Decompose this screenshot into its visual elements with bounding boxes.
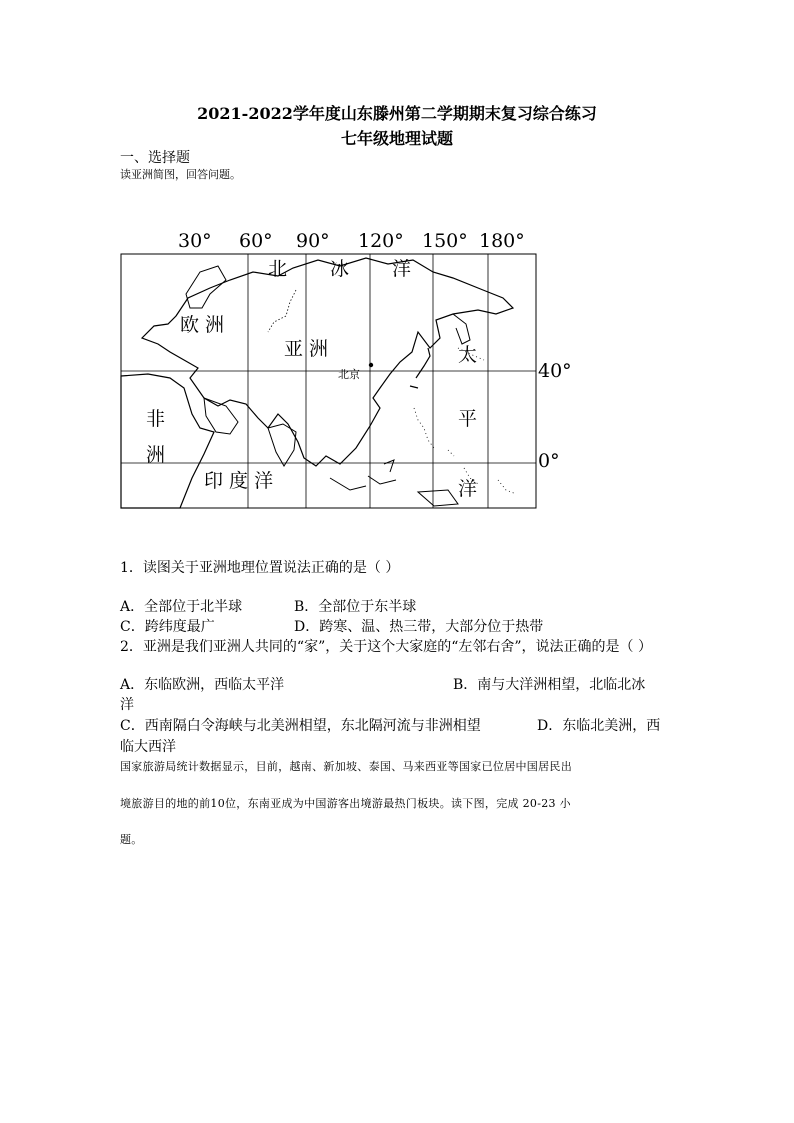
southeast-asia-islands [330, 460, 458, 506]
passage-line-1: 国家旅游局统计数据显示，目前，越南、新加坡、泰国、马来西亚等国家已位居中国居民出 [120, 760, 572, 773]
europe-label: 欧 洲 [180, 314, 225, 336]
africa-label-zhou: 洲 [146, 444, 166, 466]
asia-label: 亚 洲 [284, 338, 329, 360]
japan-islands [410, 348, 430, 388]
arabian-peninsula [204, 398, 238, 434]
scandinavia [186, 266, 226, 308]
passage-line-2: 境旅游目的地的前10位，东南亚成为中国游客出境游最热门板块。读下图，完成 20-23 小 [120, 797, 571, 810]
beijing-label: 北京 [338, 368, 360, 381]
question-2-option-b[interactable]: B．南与大洋洲相望，北临北冰 [453, 677, 646, 693]
question-1-stem: 1．读图关于亚洲地理位置说法正确的是（ ） [120, 560, 400, 576]
question-1-option-b[interactable]: B．全部位于东半球 [294, 599, 417, 615]
document-title-line-2: 七年级地理试题 [340, 129, 453, 148]
question-2-stem: 2．亚洲是我们亚洲人共同的“家”，关于这个大家庭的“左邻右舍”，说法正确的是（ ） [120, 639, 652, 655]
question-2-option-d[interactable]: D．东临北美洲，西 [537, 718, 661, 734]
map-frame [121, 254, 536, 508]
map-instruction: 读亚洲简图，回答问题。 [120, 168, 241, 181]
question-1-option-a[interactable]: A．全部位于北半球 [120, 599, 243, 615]
africa-landmass [121, 374, 214, 508]
question-1-option-c[interactable]: C．跨纬度最广 [120, 619, 215, 635]
question-2-option-b-continued: 洋 [120, 697, 134, 713]
beijing-marker [369, 363, 373, 367]
asia-map [118, 228, 588, 513]
section-heading: 一、选择题 [120, 150, 190, 166]
lon-label-90: 90° [296, 230, 330, 252]
lat-label-40: 40° [538, 360, 572, 382]
arctic-label-bing: 冰 [330, 258, 350, 280]
pacific-label-tai: 太 [458, 344, 478, 366]
lat-label-0: 0° [538, 450, 560, 472]
document-title-line-1: 2021-2022学年度山东滕州第二学期期末复习综合练习 [197, 104, 597, 123]
africa-label-fei: 非 [146, 408, 166, 430]
passage-line-3: 题。 [120, 833, 143, 846]
lon-label-60: 60° [239, 230, 273, 252]
indian-ocean-label: 印 度 洋 [204, 470, 274, 492]
pacific-label-ping: 平 [458, 408, 478, 430]
dotted-boundary [268, 290, 296, 332]
arctic-label-bei: 北 [268, 258, 288, 280]
question-2-option-a[interactable]: A．东临欧洲，西临太平洋 [120, 677, 285, 693]
lon-label-150: 150° [422, 230, 468, 252]
question-1-option-d[interactable]: D．跨寒、温、热三带，大部分位于热带 [294, 619, 544, 635]
pacific-label-yang: 洋 [458, 478, 478, 500]
question-2-option-d-continued: 临大西洋 [120, 739, 176, 755]
lon-label-120: 120° [358, 230, 404, 252]
lon-label-180: 180° [479, 230, 525, 252]
arctic-label-yang: 洋 [392, 258, 412, 280]
lon-label-30: 30° [178, 230, 212, 252]
question-2-option-c[interactable]: C．西南隔白令海峡与北美洲相望，东北隔河流与非洲相望 [120, 718, 481, 734]
